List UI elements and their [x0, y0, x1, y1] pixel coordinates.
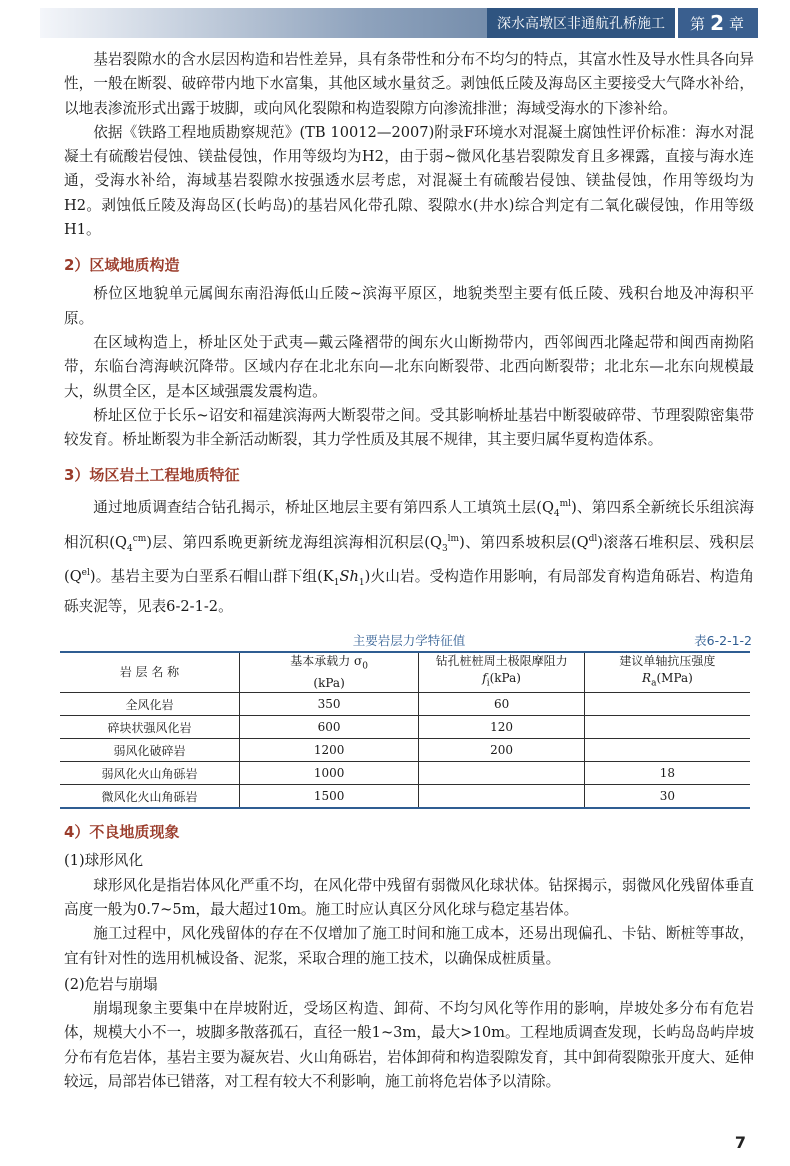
- cell-rock-name: 微风化火山角砾岩: [60, 785, 239, 809]
- paragraph: 施工过程中，风化残留体的存在不仅增加了施工时间和施工成本，还易出现偏孔、卡钻、断桩等事故，宜有针对性的选用机械设备、泥浆，采取合理的施工技术，以确保成桩质量。: [64, 925, 754, 967]
- col-header-bearing: 基本承载力 $\sigma_0$ (kPa): [239, 652, 418, 693]
- page-number: 7: [734, 1133, 746, 1152]
- cell-friction: 200: [419, 739, 585, 762]
- table-header-row: [60, 652, 750, 693]
- chapter-label: [678, 8, 758, 38]
- paragraph: 基岩裂隙水的含水层因构造和岩性差异，具有条带性和分布不均匀的特点，其富水性及导水性具各向异性，一般在断裂、破碎带内地下水富集，其他区域水量贫乏。剥蚀低丘陵及海岛区主要接受大气降水补给，以地表渗流形式出露于坡脚，或向风化裂隙和构造裂隙方向渗流排泄；海域受海水的下渗补给。: [64, 51, 754, 117]
- cell-rock-name: 全风化岩: [60, 693, 239, 716]
- section-heading: 3）场区岩土工程地质特征: [64, 466, 240, 485]
- cell-strength: [584, 716, 750, 739]
- cell-bearing: 600: [239, 716, 418, 739]
- col-header-friction: 钻孔桩桩周土极限摩阻力 $f_i(kPa)$: [419, 652, 585, 693]
- cell-bearing: 1000: [239, 762, 418, 785]
- cell-rock-name: 弱风化破碎岩: [60, 739, 239, 762]
- rock-properties-table: [60, 651, 750, 809]
- subsection-heading: (2)危岩与崩塌: [64, 975, 158, 993]
- subsection-heading: (1)球形风化: [64, 852, 144, 870]
- cell-bearing: 1500: [239, 785, 418, 809]
- section-heading: 4）不良地质现象: [64, 823, 180, 842]
- paragraph: 依据《铁路工程地质勘察规范》(TB 10012—2007)附录F环境水对混凝土腐蚀性评价标准：海水对混凝土有硫酸岩侵蚀、镁盐侵蚀，作用等级均为H2，由于弱~微风化基岩裂隙发育且多裸露，直接与海水连通，受海水补给，海域基岩裂隙水按强透水层考虑，对混凝土有硫酸岩侵蚀、镁盐侵蚀，作用等级均为H2。剥蚀低丘陵及海岛区(长屿岛)的基岩风化带孔隙、裂隙水(井水)综合判定有二氧化碳侵蚀，作用等级H1。: [64, 123, 754, 239]
- table-row: [60, 693, 750, 716]
- chapter-prefix: 第: [690, 14, 706, 33]
- table-title: 主要岩层力学特征值: [352, 632, 466, 648]
- chapter-suffix: 章: [728, 14, 744, 33]
- cell-strength: [584, 693, 750, 716]
- section-heading: 2）区域地质构造: [64, 256, 180, 275]
- cell-rock-name: 弱风化火山角砾岩: [60, 762, 239, 785]
- paragraph: 桥址区位于长乐~诏安和福建滨海两大断裂带之间。受其影响桥址基岩中断裂破碎带、节理裂隙密集带较发育。桥址断裂为非全新活动断裂，其力学性质及其展不规律，其主要归属华夏构造体系。: [64, 406, 754, 449]
- cell-friction: 120: [419, 716, 585, 739]
- paragraph: 崩塌现象主要集中在岸坡附近，受场区构造、卸荷、不均匀风化等作用的影响，岸坡处多分布有危岩体，规模大小不一，坡脚多散落孤石，直径一般1~3m，最大>10m。工程地质调查发现，长屿岛岛屿岸坡分布有危岩体，基岩主要为凝灰岩、火山角砾岩，岩体卸荷和构造裂隙发育，其中卸荷裂隙张开度大、延伸较远，局部岩体已错落，对工程有较大不利影响，施工前将危岩体予以清除。: [64, 1000, 754, 1090]
- paragraph: 在区域构造上，桥址区处于武夷—戴云隆褶带的闽东火山断拗带内，西邻闽西北隆起带和闽西南拗陷带，东临台湾海峡沉降带。区域内存在北北东向—北东向断裂带、北西向断裂带；北北东—北东向规模最大，纵贯全区，是本区域强震发震构造。: [64, 333, 754, 400]
- table-caption: [64, 629, 754, 651]
- page-body: [64, 48, 754, 1094]
- cell-strength: 30: [584, 785, 750, 809]
- chapter-number: 2: [710, 11, 724, 35]
- cell-strength: 18: [584, 762, 750, 785]
- cell-rock-name: 碎块状强风化岩: [60, 716, 239, 739]
- paragraph: 桥位区地貌单元属闽东南沿海低山丘陵~滨海平原区，地貌类型主要有低丘陵、残积台地及冲海积平原。: [64, 285, 754, 327]
- table-row: [60, 716, 750, 739]
- running-header: [40, 8, 758, 38]
- col-header-strength: 建议单轴抗压强度 $R_a(MPa)$: [584, 652, 750, 693]
- header-title: 深水高墩区非通航孔桥施工: [487, 8, 675, 38]
- table-row: [60, 762, 750, 785]
- paragraph: 球形风化是指岩体风化严重不均，在风化带中残留有弱微风化球状体。钻探揭示，弱微风化残留体垂直高度一般为0.7~5m，最大超过10m。施工时应认真区分风化球与稳定基岩体。: [64, 876, 754, 918]
- col-header-rock-layer: 岩 层 名 称: [60, 652, 239, 693]
- cell-strength: [584, 739, 750, 762]
- table-row: [60, 785, 750, 809]
- cell-bearing: 350: [239, 693, 418, 716]
- table-row: [60, 739, 750, 762]
- table-number: 表6-2-1-2: [694, 632, 752, 648]
- cell-friction: [419, 762, 585, 785]
- paragraph-strata: 通过地质调查结合钻孔揭示，桥址区地层主要有第四系人工填筑土层$(Q_4^{ml})$、第四系全新统长乐组滨海相沉积$(Q_4^{cm})$层、第四系晚更新统龙海组滨海相沉积层$(Q_3^{lm})$、第四系坡积层$(Q^{dl})$滚落石堆积层、残积层$(Q^{el})$。基岩主要为白垩系石帽山群下组$(K_1Sh_1)$火山岩。受构造作用影响，有局部发育构造角砾岩、构造角砾夹泥等，见表6-2-1-2。: [64, 499, 754, 615]
- cell-friction: 60: [419, 693, 585, 716]
- cell-bearing: 1200: [239, 739, 418, 762]
- cell-friction: [419, 785, 585, 809]
